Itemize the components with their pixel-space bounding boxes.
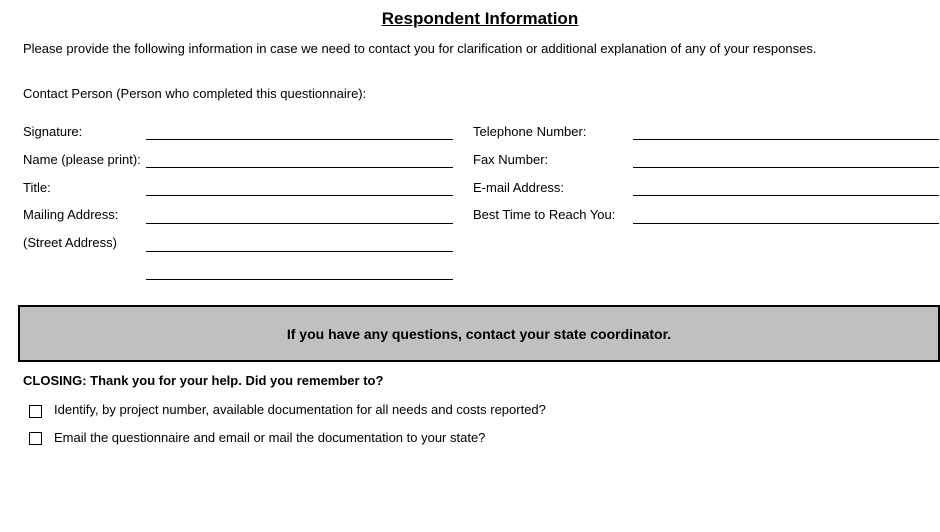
- mailing-address-field[interactable]: [146, 223, 453, 224]
- documentation-checkbox[interactable]: [29, 405, 42, 418]
- contact-person-heading: Contact Person (Person who completed this questionnaire):: [23, 86, 367, 101]
- intro-text: Please provide the following information in case we need to contact you for clarification or additional explanation of any of your responses.: [23, 41, 817, 56]
- name-label: Name (please print):: [23, 152, 141, 167]
- mailing-address-label: Mailing Address:: [23, 207, 119, 222]
- form-title: Respondent Information: [381, 9, 579, 28]
- email-field[interactable]: [633, 195, 939, 196]
- documentation-checkbox-label: Identify, by project number, available documentation for all needs and costs reported?: [54, 402, 546, 417]
- signature-field[interactable]: [146, 139, 453, 140]
- email-questionnaire-checkbox[interactable]: [29, 432, 42, 445]
- best-time-field[interactable]: [633, 223, 939, 224]
- street-address-label: (Street Address): [23, 235, 117, 250]
- title-label: Title:: [23, 180, 51, 195]
- email-questionnaire-checkbox-label: Email the questionnaire and email or mail the documentation to your state?: [54, 430, 486, 445]
- email-label: E-mail Address:: [473, 180, 565, 195]
- telephone-field[interactable]: [633, 139, 939, 140]
- name-field[interactable]: [146, 167, 453, 168]
- best-time-label: Best Time to Reach You:: [473, 207, 616, 222]
- closing-heading: CLOSING: Thank you for your help. Did you remember to?: [23, 373, 384, 388]
- title-field[interactable]: [146, 195, 453, 196]
- fax-field[interactable]: [633, 167, 939, 168]
- banner-text: If you have any questions, contact your state coordinator.: [286, 325, 672, 342]
- address-line-2-field[interactable]: [146, 279, 453, 280]
- fax-label: Fax Number:: [473, 152, 549, 167]
- signature-label: Signature:: [23, 124, 83, 139]
- coordinator-banner: [18, 305, 940, 362]
- street-address-field[interactable]: [146, 251, 453, 252]
- telephone-label: Telephone Number:: [473, 124, 587, 139]
